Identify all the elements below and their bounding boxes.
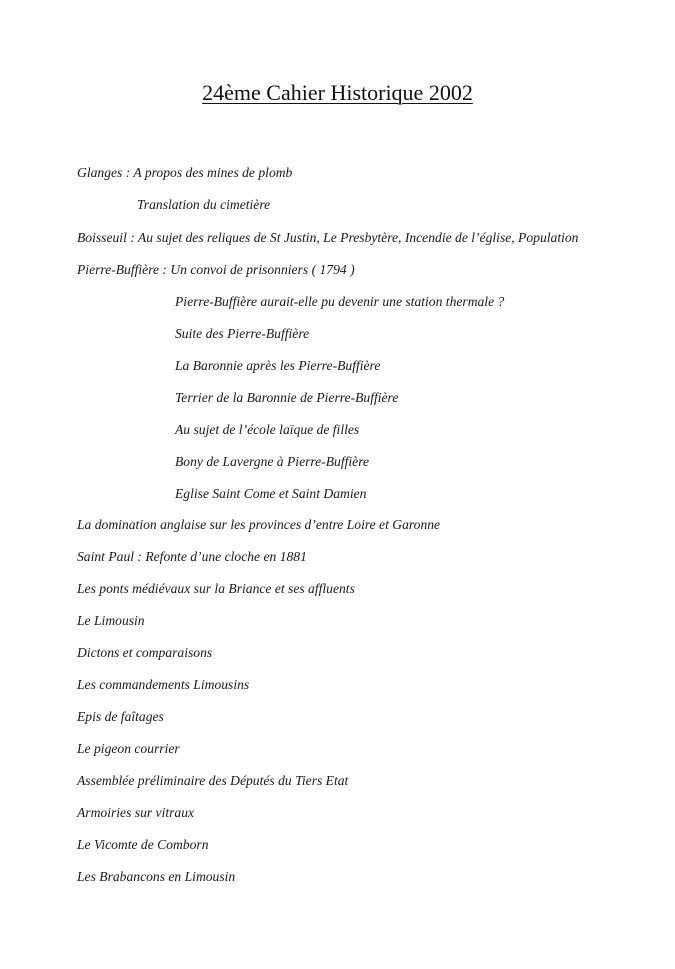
toc-entry: Saint Paul : Refonte d’une cloche en 1881 [77, 549, 307, 564]
toc-entry: Assemblée préliminaire des Députés du Tiers Etat [77, 773, 349, 788]
toc-entry: Eglise Saint Come et Saint Damien [175, 486, 367, 501]
toc-entry: Dictons et comparaisons [77, 645, 213, 660]
toc-entry: Le Limousin [77, 613, 145, 628]
toc-entry: Boisseuil : Au sujet des reliques de St Justin, Le Presbytère, Incendie de l’église, Population [77, 230, 579, 245]
toc-entry: Les Brabancons en Limousin [77, 869, 236, 884]
toc-entry: Terrier de la Baronnie de Pierre-Buffière [175, 390, 399, 405]
toc-entry: Pierre-Buffière : Un convoi de prisonniers ( 1794 ) [77, 262, 355, 277]
toc-entry: Pierre-Buffière aurait-elle pu devenir une station thermale ? [175, 294, 505, 309]
toc-entry: La Baronnie après les Pierre-Buffière [175, 358, 381, 373]
toc-entry: Armoiries sur vitraux [77, 805, 195, 820]
toc-entry: La domination anglaise sur les provinces d’entre Loire et Garonne [77, 517, 441, 532]
toc-entry: Le Vicomte de Comborn [77, 837, 209, 852]
toc-entry: Translation du cimetière [137, 197, 271, 212]
toc-entry: Bony de Lavergne à Pierre-Buffière [175, 454, 370, 469]
document-title: 24ème Cahier Historique 2002 [202, 80, 473, 105]
toc-entry: Le pigeon courrier [77, 741, 180, 756]
toc-entry: Glanges : A propos des mines de plomb [77, 165, 293, 180]
toc-entry: Les commandements Limousins [77, 677, 250, 692]
toc-entry: Suite des Pierre-Buffière [175, 326, 310, 341]
toc-entry: Au sujet de l’école laïque de filles [175, 422, 360, 437]
toc-entry: Les ponts médiévaux sur la Briance et ses affluents [77, 581, 355, 596]
toc-entry: Epis de faîtages [77, 709, 164, 724]
